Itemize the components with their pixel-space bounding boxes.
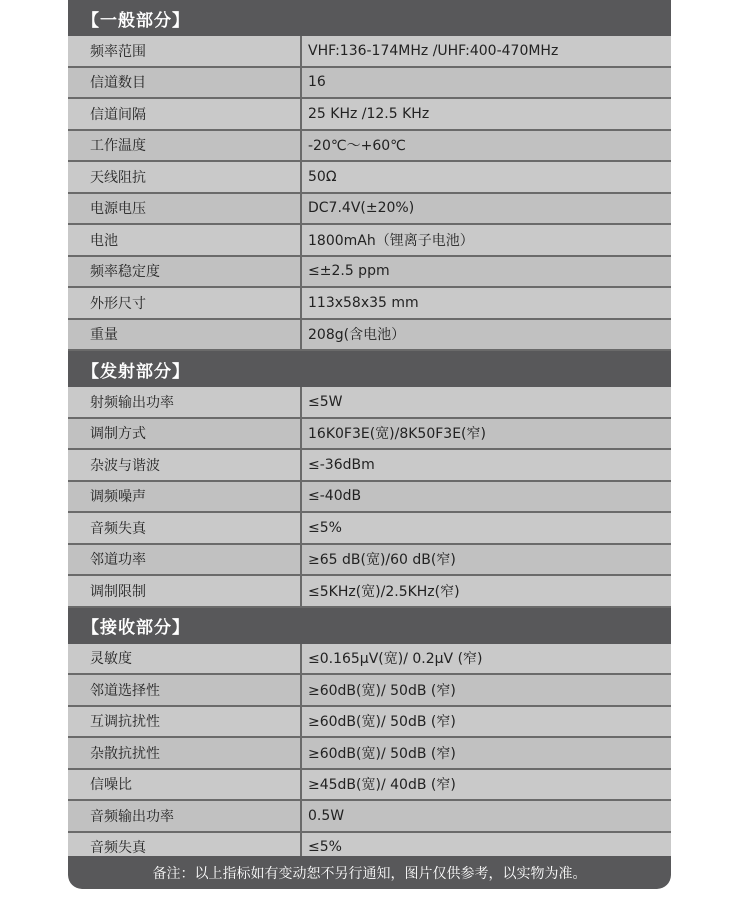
- table-row: [68, 419, 671, 451]
- spec-label: 调制方式: [90, 426, 146, 443]
- spec-value: ≤5%: [300, 513, 671, 543]
- spec-label: 音频失真: [90, 520, 146, 537]
- table-row: [68, 257, 671, 289]
- spec-value: ≤5W: [300, 387, 671, 417]
- spec-value: 1800mAh（锂离子电池）: [300, 225, 671, 255]
- spec-value: ≤-36dBm: [300, 450, 671, 480]
- spec-label: 重量: [90, 327, 118, 344]
- spec-label: 调频噪声: [90, 489, 146, 506]
- section-general: [68, 0, 671, 351]
- table-row: [68, 482, 671, 514]
- spec-value: ≤±2.5 ppm: [300, 257, 671, 287]
- footer-note: 备注：以上指标如有变动恕不另行通知，图片仅供参考，以实物为准。: [68, 856, 671, 889]
- table-row: [68, 545, 671, 577]
- spec-table: [68, 387, 671, 608]
- spec-value: ≤0.165μV(宽)/ 0.2μV (窄): [300, 644, 671, 674]
- spec-label: 信噪比: [90, 777, 132, 794]
- spec-label: 音频失真: [90, 840, 146, 857]
- spec-label: 电源电压: [90, 201, 146, 218]
- spec-label: 射频输出功率: [90, 394, 174, 411]
- spec-label: 频率范围: [90, 43, 146, 60]
- section-header: 【发射部分】: [68, 351, 671, 387]
- table-row: [68, 387, 671, 419]
- table-row: [68, 707, 671, 739]
- spec-value: 16K0F3E(宽)/8K50F3E(窄): [300, 419, 671, 449]
- spec-value: DC7.4V(±20%): [300, 194, 671, 224]
- spec-value: 25 KHz /12.5 KHz: [300, 99, 671, 129]
- table-row: [68, 162, 671, 194]
- spec-label: 电池: [90, 232, 118, 249]
- spec-value: ≥60dB(宽)/ 50dB (窄): [300, 675, 671, 705]
- spec-value: VHF:136-174MHz /UHF:400-470MHz: [300, 36, 671, 66]
- spec-label: 信道数目: [90, 75, 146, 92]
- spec-value: 16: [300, 68, 671, 98]
- table-row: [68, 131, 671, 163]
- spec-value: 50Ω: [300, 162, 671, 192]
- spec-table: [68, 36, 671, 351]
- spec-value: 208g(含电池）: [300, 320, 671, 350]
- table-row: [68, 801, 671, 833]
- table-row: [68, 194, 671, 226]
- spec-value: 0.5W: [300, 801, 671, 831]
- table-row: [68, 644, 671, 676]
- spec-label: 邻道功率: [90, 552, 146, 569]
- spec-label: 互调抗扰性: [90, 714, 160, 731]
- table-row: [68, 320, 671, 352]
- table-row: [68, 288, 671, 320]
- section-transmit: [68, 351, 671, 608]
- table-row: [68, 99, 671, 131]
- spec-label: 音频输出功率: [90, 808, 174, 825]
- table-row: [68, 450, 671, 482]
- table-row: [68, 225, 671, 257]
- spec-label: 工作温度: [90, 138, 146, 155]
- spec-value: 113x58x35 mm: [300, 288, 671, 318]
- table-row: [68, 770, 671, 802]
- spec-value: ≥65 dB(宽)/60 dB(窄): [300, 545, 671, 575]
- spec-value: ≥60dB(宽)/ 50dB (窄): [300, 707, 671, 737]
- table-row: [68, 576, 671, 608]
- spec-table: [68, 644, 671, 865]
- spec-value: -20℃～+60℃: [300, 131, 671, 161]
- spec-label: 信道间隔: [90, 106, 146, 123]
- table-row: [68, 513, 671, 545]
- table-row: [68, 68, 671, 100]
- spec-value: ≤5KHz(宽)/2.5KHz(窄): [300, 576, 671, 606]
- spec-label: 灵敏度: [90, 651, 132, 668]
- spec-label: 外形尺寸: [90, 295, 146, 312]
- spec-label: 天线阻抗: [90, 169, 146, 186]
- spec-label: 频率稳定度: [90, 264, 160, 281]
- spec-label: 调制限制: [90, 583, 146, 600]
- table-row: [68, 36, 671, 68]
- table-row: [68, 675, 671, 707]
- spec-label: 杂散抗扰性: [90, 745, 160, 762]
- spec-value: ≤-40dB: [300, 482, 671, 512]
- section-header: 【一般部分】: [68, 0, 671, 36]
- spec-label: 杂波与谐波: [90, 457, 160, 474]
- spec-value: ≥45dB(宽)/ 40dB (窄): [300, 770, 671, 800]
- section-header: 【接收部分】: [68, 608, 671, 644]
- spec-value: ≤5%: [300, 833, 671, 863]
- table-row: [68, 738, 671, 770]
- section-receive: [68, 608, 671, 865]
- spec-value: ≥60dB(宽)/ 50dB (窄): [300, 738, 671, 768]
- spec-label: 邻道选择性: [90, 682, 160, 699]
- spec-sheet: [68, 0, 671, 889]
